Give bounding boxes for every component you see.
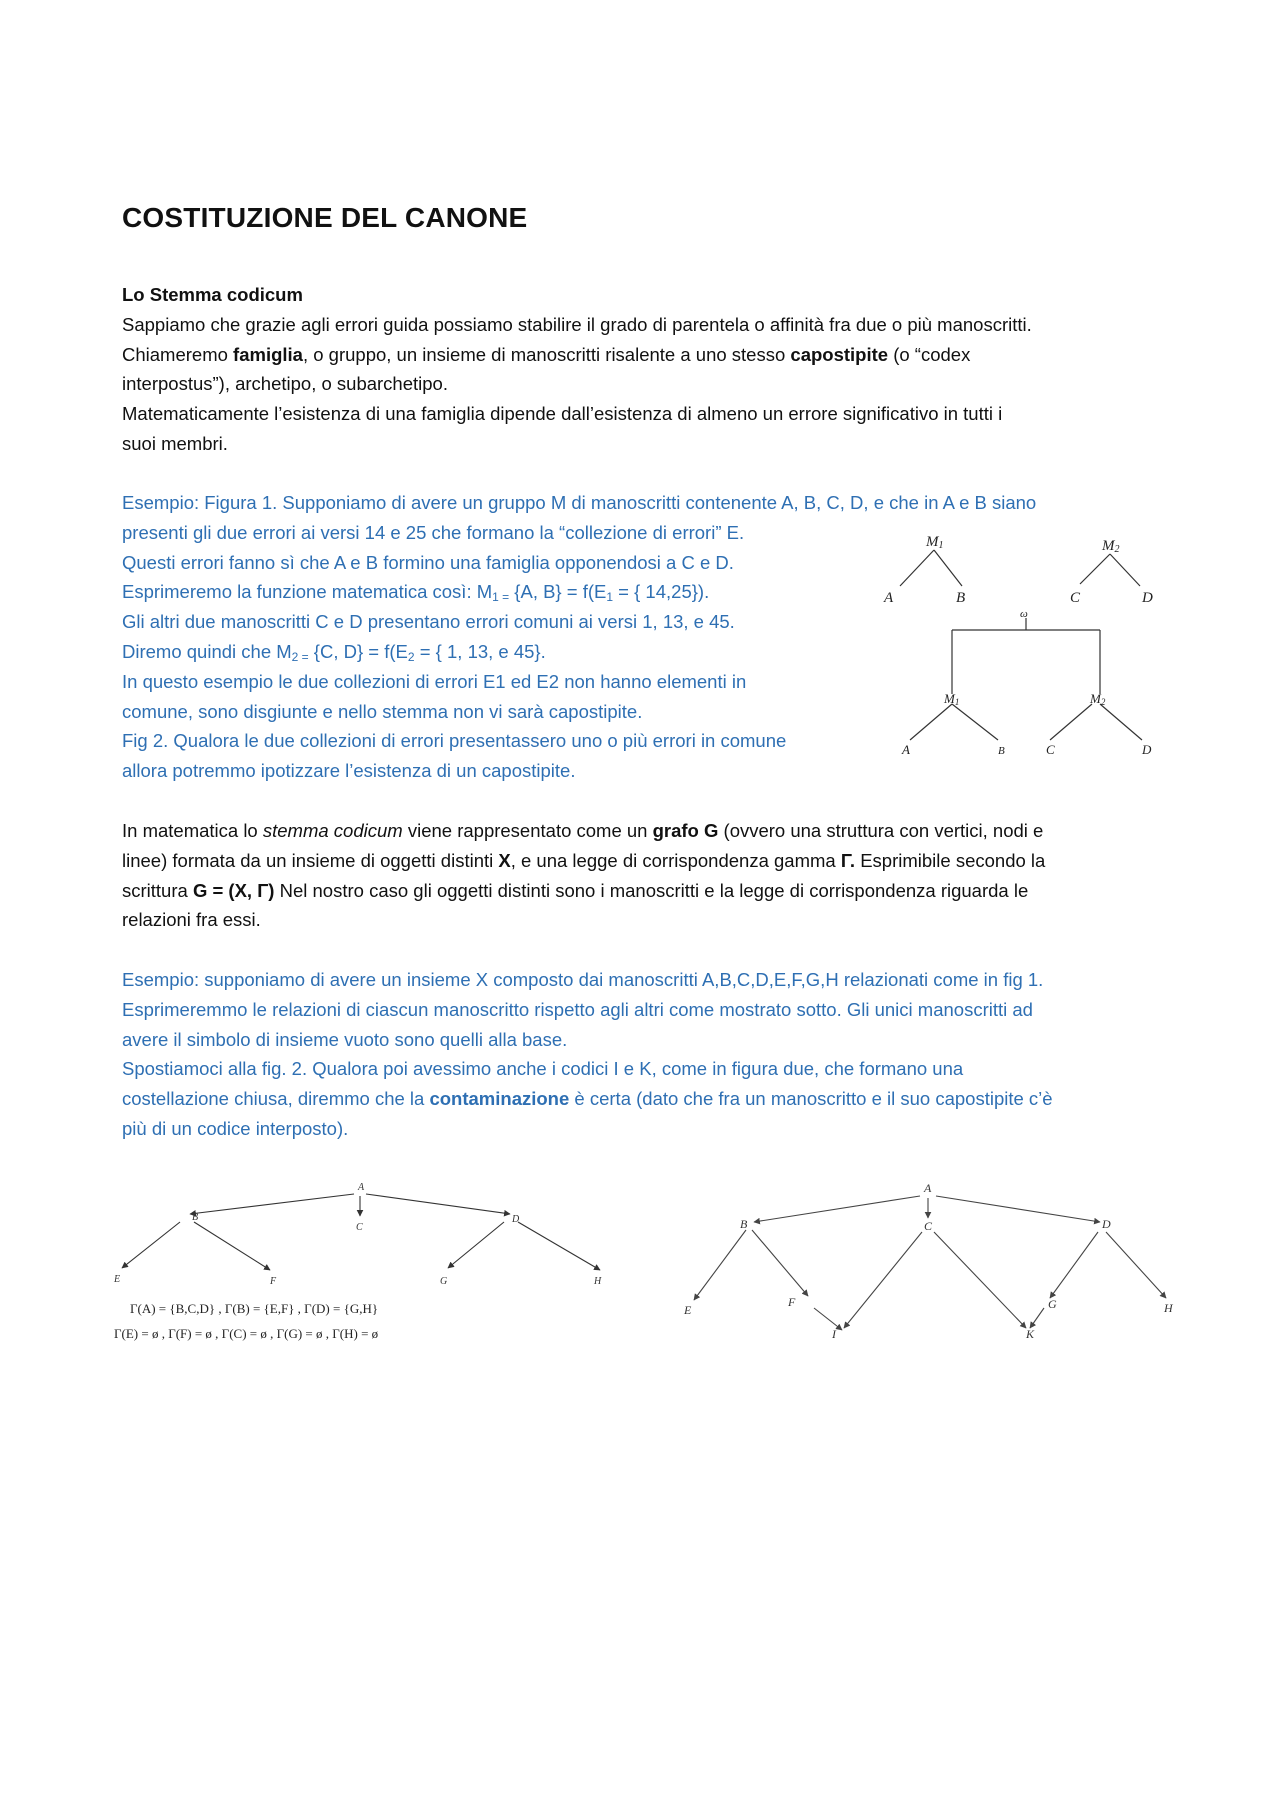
node-m2: M2 (1102, 538, 1120, 555)
example2-line-4: Spostiamoci alla fig. 2. Qualora poi avessimo anche i codici I e K, come in figura due, che formano una (122, 1058, 964, 1080)
term-capostipite: capostipite (790, 343, 889, 365)
stemma-figure-2 (880, 606, 1170, 756)
node-a: A (358, 1182, 365, 1193)
node-g: G (1048, 1297, 1057, 1311)
gamma-row-1: Γ(A) = {B,C,D} , Γ(B) = {E,F} , Γ(D) = {G,H} (130, 1301, 379, 1316)
node-b: B (740, 1217, 748, 1231)
node-m1: M1 (944, 691, 960, 707)
intro-line-1: Sappiamo che grazie agli errori guida possiamo stabilire il grado di parentela o affinità fra due o più manoscritti. (122, 313, 1032, 335)
example1-line-10: allora potremmo ipotizzare l’esistenza di un capostipite. (122, 760, 576, 782)
node-c: C (356, 1222, 363, 1233)
page-title: COSTITUZIONE DEL CANONE (122, 202, 528, 233)
intro-line-2: Chiameremo famiglia, o gruppo, un insieme di manoscritti risalente a uno stesso capostipite (o “codex (122, 343, 971, 365)
term-contaminazione: contaminazione (429, 1088, 570, 1110)
node-a: A (902, 742, 910, 756)
example1-line-8: comune, sono disgiunte e nello stemma non vi sarà capostipite. (122, 700, 643, 722)
node-d: D (1142, 590, 1153, 606)
node-a: A (884, 590, 894, 606)
intro-line-5: suoi membri. (122, 432, 228, 454)
graph-line-2: linee) formata da un insieme di oggetti distinti X, e una legge di corrispondenza gamma Γ. Esprimibile secondo la (122, 849, 1046, 871)
example2-line-2: Esprimeremmo le relazioni di ciascun manoscritto rispetto agli altri come mostrato sotto. Gli unici manoscritti ad (122, 998, 1033, 1020)
graph-line-1: In matematica lo stemma codicum viene rappresentato come un grafo G (ovvero una struttura con vertici, nodi e (122, 820, 1044, 841)
example-2 (122, 965, 1053, 1144)
example2-line-1: Esempio: supponiamo di avere un insieme X composto dai manoscritti A,B,C,D,E,F,G,H relazionati come in fig 1. (122, 969, 1044, 990)
formula: G = (X, Γ) (192, 879, 275, 901)
node-c: C (1070, 590, 1081, 606)
node-i: I (832, 1327, 836, 1340)
node-c: C (1046, 742, 1055, 756)
example2-line-5: costellazione chiusa, diremmo che la contaminazione è certa (dato che fra un manoscritto e il suo capostipite c’è (122, 1088, 1053, 1110)
node-b: B (956, 590, 966, 606)
graph-figure-1 (110, 1178, 630, 1348)
graph-line-3: scrittura G = (X, Γ) Nel nostro caso gli oggetti distinti sono i manoscritti e la legge di corrispondenza riguarda le (122, 879, 1029, 901)
term-grafo: grafo G (652, 820, 719, 841)
graph-paragraph (122, 816, 1045, 935)
example1-line-6: Diremo quindi che $M_{2 =}$ {C, $D\} = f(E_2$ = { 1, 13, e 45}. (122, 640, 546, 664)
intro-line-3: interpostus”), archetipo, o subarchetipo. (122, 373, 448, 395)
graph-line-4: relazioni fra essi. (122, 909, 261, 931)
node-h: H (594, 1276, 602, 1287)
node-omega: ω (1020, 608, 1028, 620)
example1-line-7: In questo esempio le due collezioni di errori E1 ed E2 non hanno elementi in (122, 670, 747, 692)
example1-line-1: Esempio: Figura 1. Supponiamo di avere un gruppo M di manoscritti contenente A, B, C, D, e che in A e B siano (122, 492, 1037, 513)
node-h: H (1164, 1301, 1173, 1315)
example1-line-2: presenti gli due errori ai versi 14 e 25 che formano la “collezione di errori” E. (122, 521, 745, 543)
node-f: F (788, 1295, 796, 1309)
node-d: D (1142, 742, 1152, 756)
section-intro (122, 280, 1032, 459)
node-d: D (512, 1214, 520, 1225)
node-b: B (192, 1212, 199, 1223)
example2-line-3: avere il simbolo di insieme vuoto sono quelli alla base. (122, 1028, 568, 1050)
gamma-row-2: Γ(E) = ø , Γ(F) = ø , Γ(C) = ø , Γ(G) = ø , Γ(H) = ø (114, 1326, 379, 1341)
term-famiglia: famiglia (233, 343, 303, 365)
node-k: K (1026, 1327, 1035, 1340)
node-m1: M1 (926, 534, 944, 551)
section-heading: Lo Stemma codicum (122, 284, 303, 305)
node-d: D (1102, 1217, 1111, 1231)
node-m2: M2 (1090, 691, 1106, 707)
node-g: G (440, 1276, 448, 1287)
example1-line-4: Esprimeremo la funzione matematica così: $M_{1 =}$ {A, $B\} = f(E_1$ = { 14,25}). (122, 581, 710, 605)
node-f: F (270, 1276, 277, 1287)
example1-line-9: Fig 2. Qualora le due collezioni di errori presentassero uno o più errori in comune (122, 730, 787, 752)
node-e: E (114, 1274, 121, 1285)
graph-figure-2 (680, 1180, 1180, 1340)
node-c: C (924, 1219, 933, 1233)
term-stemma-codicum: stemma codicum (262, 820, 403, 841)
example1-line-3: Questi errori fanno sì che A e B formino una famiglia opponendosi a C e D. (122, 551, 734, 573)
node-a: A (924, 1181, 932, 1195)
node-b: B (998, 745, 1005, 756)
example2-line-6: più di un codice interposto). (122, 1117, 349, 1139)
intro-line-4: Matematicamente l’esistenza di una famiglia dipende dall’esistenza di almeno un errore significativo in tutti i (122, 403, 1003, 425)
node-e: E (684, 1303, 692, 1317)
stemma-figure-1 (870, 530, 1170, 610)
example1-line-5: Gli altri due manoscritti C e D presentano errori comuni ai versi 1, 13, e 45. (122, 611, 735, 633)
